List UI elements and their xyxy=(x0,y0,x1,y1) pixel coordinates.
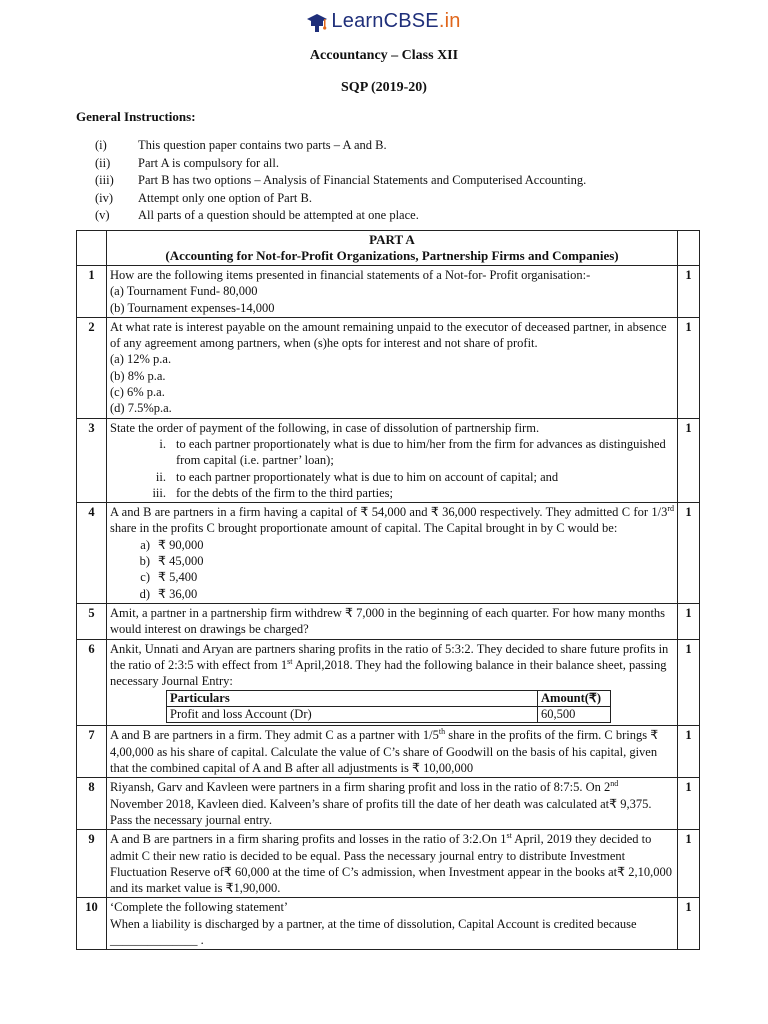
part-subtitle: (Accounting for Not-for-Profit Organizations, Partnership Firms and Companies) xyxy=(165,248,619,263)
question-text: Amit, a partner in a partnership firm withdrew ₹ 7,000 in the beginning of each quarter. For how many months would interest on drawings be charged? xyxy=(107,603,678,639)
instruction-item: (ii) Part A is compulsory for all. xyxy=(95,155,279,170)
question-text: A and B are partners in a firm sharing profits and losses in the ratio of 3:2.On 1st April, 2019 they decided to admit C their new ratio is decided to be equal. Pass the necessary journal entry to distribute Investment Fluctuation Reserve of₹ 60,000 at the time of C’s admission, when Investment appear in the books at₹ 2,10,000 and its market value is ₹1,90,000. xyxy=(107,830,678,898)
question-marks: 1 xyxy=(678,418,700,502)
question-marks: 1 xyxy=(678,639,700,726)
question-row xyxy=(77,830,700,898)
question-number: 1 xyxy=(77,266,107,318)
question-text: Riyansh, Garv and Kavleen were partners in a firm sharing profit and loss in the ratio of 8:7:5. On 2nd November 2018, Kavleen died. Kalveen’s share of profits till the date of her death was calculated at₹ 9,375. Pass the necessary journal entry. xyxy=(107,778,678,830)
balance-table xyxy=(166,690,611,723)
question-text: A and B are partners in a firm. They admit C as a partner with 1/5th share in the profits of the firm. C brings ₹ 4,00,000 as his share of capital. Calculate the value of C’s share of Goodwill on the basis of his capital, given that the combined capital of A and B after all adjustments is ₹ 10,00,000 xyxy=(107,726,678,778)
table-header: Particulars xyxy=(167,691,538,707)
instruction-item: (i) This question paper contains two parts – A and B. xyxy=(95,138,387,152)
site-logo xyxy=(0,10,768,36)
option: b) ₹ 45,000 xyxy=(139,554,204,569)
question-marks: 1 xyxy=(678,317,700,418)
question-text: State the order of payment of the following, in case of dissolution of partnership firm. i. to each partner proportionately what is due to him/her from the firm for advances as distinguished from capital (i.e. partner’ loan); ii. to each partner proportionately what is due to him on account of capital; and iii. for the debts of the firm to the third parties; xyxy=(107,418,678,502)
table-cell: Profit and loss Account (Dr) xyxy=(167,707,538,723)
question-row xyxy=(77,639,700,726)
option: (c) 6% p.a. xyxy=(110,385,165,400)
question-text: How are the following items presented in financial statements of a Not-for- Profit organisation:- (a) Tournament Fund- 80,000 (b) Tournament expenses-14,000 xyxy=(107,266,678,318)
option: a) ₹ 90,000 xyxy=(140,537,204,552)
document-title: Accountancy – Class XII xyxy=(309,48,459,63)
option: c) ₹ 5,400 xyxy=(140,570,198,585)
question-row xyxy=(77,603,700,639)
question-row xyxy=(77,418,700,502)
question-marks: 1 xyxy=(678,898,700,950)
part-header-row xyxy=(77,231,700,266)
list-item: iii. for the debts of the firm to the third parties; xyxy=(152,485,393,500)
question-number: 6 xyxy=(77,639,107,726)
question-number: 7 xyxy=(77,726,107,778)
logo-text: LearnCBSE.in xyxy=(331,10,461,32)
question-number: 3 xyxy=(77,418,107,502)
instruction-item: (iv) Attempt only one option of Part B. xyxy=(95,190,312,205)
question-row xyxy=(77,898,700,950)
option: (a) 12% p.a. xyxy=(110,352,172,367)
question-row xyxy=(77,266,700,318)
part-title: PART A xyxy=(369,232,415,247)
question-marks: 1 xyxy=(678,778,700,830)
question-row xyxy=(77,726,700,778)
question-marks: 1 xyxy=(678,603,700,639)
question-number: 9 xyxy=(77,830,107,898)
table-header: Amount(₹) xyxy=(538,691,611,707)
question-number: 2 xyxy=(77,317,107,418)
question-text: At what rate is interest payable on the amount remaining unpaid to the executor of deceased partner, in absence of any agreement among partners, when (s)he opts for interest and not share of profit. (a) 12% p.a. (b) 8% p.a. (c) 6% p.a. (d) 7.5%p.a. xyxy=(107,317,678,418)
question-number: 10 xyxy=(77,898,107,950)
list-item: ii. to each partner proportionately what is due to him on account of capital; and xyxy=(155,469,559,484)
question-marks: 1 xyxy=(678,830,700,898)
question-text: Ankit, Unnati and Aryan are partners sharing profits in the ratio of 5:3:2. They decided to share future profits in the ratio of 2:3:5 with effect from 1st April,2018. They had the following balance in their balance sheet, passing necessary Journal Entry: Particulars Amount(₹) Profit and loss Account (Dr) 60,500 xyxy=(107,639,678,726)
instruction-item: (v) All parts of a question should be attempted at one place. xyxy=(95,208,419,222)
question-row xyxy=(77,317,700,418)
instructions-list xyxy=(95,137,695,225)
option: (b) 8% p.a. xyxy=(110,368,166,383)
question-number: 5 xyxy=(77,603,107,639)
question-table xyxy=(76,230,700,950)
question-marks: 1 xyxy=(678,503,700,604)
instructions-heading: General Instructions: xyxy=(76,109,196,124)
question-text: ‘Complete the following statement’ When a liability is discharged by a partner, at the time of dissolution, Capital Account is credited because ______________ . xyxy=(107,898,678,950)
question-text: A and B are partners in a firm having a capital of ₹ 54,000 and ₹ 36,000 respectively. They admitted C for 1/3rd share in the profits C brought proportionate amount of capital. The Capital brought in by C would be: a) ₹ 90,000 b) ₹ 45,000 c) ₹ 5,400 d) ₹ 36,00 xyxy=(107,503,678,604)
question-number: 8 xyxy=(77,778,107,830)
question-row xyxy=(77,503,700,604)
table-cell: 60,500 xyxy=(538,707,611,723)
graduation-cap-icon xyxy=(307,11,327,33)
document-subtitle: SQP (2019-20) xyxy=(341,80,427,95)
question-row xyxy=(77,778,700,830)
question-marks: 1 xyxy=(678,266,700,318)
instruction-item: (iii) Part B has two options – Analysis of Financial Statements and Computerised Accounting. xyxy=(95,173,587,187)
question-number: 4 xyxy=(77,503,107,604)
list-item: i. to each partner proportionately what is due to him/her from the firm for advances as distinguished from capital (i.e. partner’ loan); xyxy=(159,436,666,468)
option: d) ₹ 36,00 xyxy=(139,586,198,601)
option: (d) 7.5%p.a. xyxy=(110,401,172,416)
table-row xyxy=(167,707,611,723)
question-marks: 1 xyxy=(678,726,700,778)
